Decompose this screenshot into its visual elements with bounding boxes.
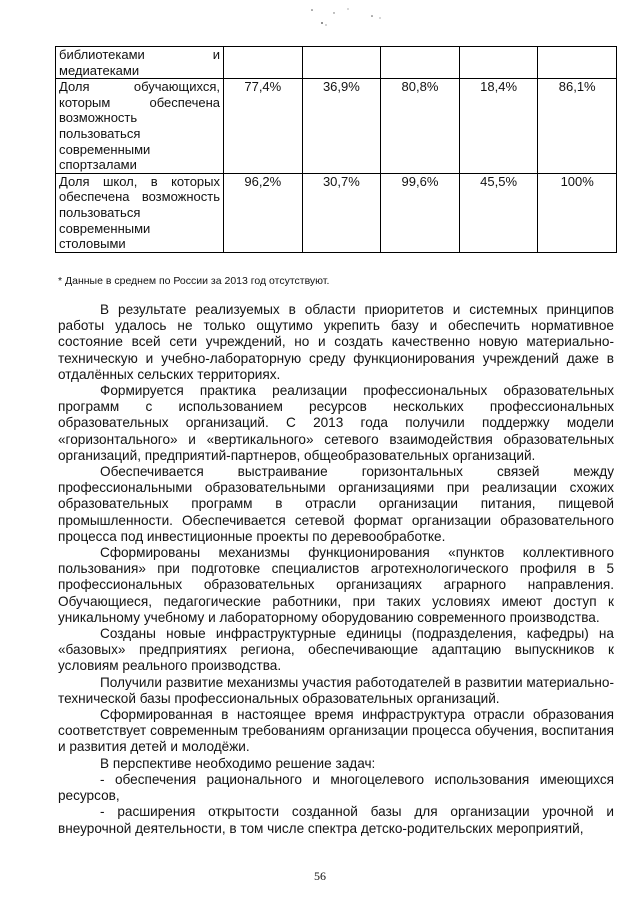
table-cell: 36,9%	[302, 79, 381, 174]
paragraph: Обеспечивается выстраивание горизонтальных связей между профессиональными образовательными организациями при реализации схожих образовательных программ в отрасли организации питания, пищевой промышленности. Обеспечивается сетевой формат организации образовательного процесса под инвестиционные проекты по деревообработке.	[58, 464, 614, 544]
table-row-label: Доля школ, в которых обеспечена возможность пользоваться современными столовыми	[56, 173, 224, 252]
paragraph: В результате реализуемых в области приоритетов и системных принципов работы удалось не только ощутимо укрепить базу и обеспечить нормативное состояние всей сети учреждений, но и создать качественно новую материально-техническую и учебно-лабораторную среду функционирования учреждений даже в отдалённых сельских территориях.	[58, 302, 614, 382]
table-row-label: библиотеками и медиатеками	[56, 47, 224, 79]
table-row	[56, 173, 617, 252]
page-number: 56	[314, 869, 326, 883]
table-cell: 18,4%	[459, 79, 538, 174]
table-footnote: * Данные в среднем по России за 2013 год отсутствуют.	[58, 275, 330, 287]
table-cell: 80,8%	[381, 79, 460, 174]
paragraph: Сформированная в настоящее время инфраструктура отрасли образования соответствует современным требованиям организации процесса обучения, воспитания и развития детей и молодёжи.	[58, 707, 614, 755]
indicator-table	[55, 46, 617, 253]
table-cell	[302, 47, 381, 79]
body-text	[58, 302, 614, 837]
table-cell	[459, 47, 538, 79]
table-cell: 45,5%	[459, 173, 538, 252]
table-cell	[381, 47, 460, 79]
table-cell: 30,7%	[302, 173, 381, 252]
scan-specks	[300, 4, 400, 28]
table-cell: 99,6%	[381, 173, 460, 252]
paragraph: Сформированы механизмы функционирования «пунктов коллективного пользования» при подготовке специалистов агротехнологического профиля в 5 профессиональных образовательных организациях аграрного направления. Обучающиеся, педагогические работники, при таких условиях имеют доступ к уникальному учебному и лабораторному оборудованию современного производства.	[58, 545, 614, 625]
table-row-label: Доля обучающихся, которым обеспечена возможность пользоваться современными спортзалами	[56, 79, 224, 174]
list-item: - обеспечения рационального и многоцелевого использования имеющихся ресурсов,	[58, 771, 614, 804]
table-cell	[224, 47, 303, 79]
table-cell: 100%	[538, 173, 617, 252]
table-row	[56, 79, 617, 174]
table-row	[56, 47, 617, 79]
paragraph: Формируется практика реализации профессиональных образовательных программ с использованием ресурсов нескольких профессиональных образовательных организаций. С 2013 года получили поддержку модели «горизонтального» и «вертикального» сетевого взаимодействия образовательных организаций, предприятий-партнеров, общеобразовательных организаций.	[58, 383, 614, 463]
paragraph: В перспективе необходимо решение задач:	[100, 755, 376, 771]
paragraph: Созданы новые инфраструктурные единицы (подразделения, кафедры) на «базовых» предприятиях региона, обеспечивающие адаптацию выпускников к условиям реального производства.	[58, 626, 614, 674]
table-cell: 77,4%	[224, 79, 303, 174]
table-cell	[538, 47, 617, 79]
table-cell: 86,1%	[538, 79, 617, 174]
table-cell: 96,2%	[224, 173, 303, 252]
list-item: - расширения открытости созданной базы для организации урочной и внеурочной деятельности, в том числе спектра детско-родительских мероприятий,	[58, 804, 614, 836]
paragraph: Получили развитие механизмы участия работодателей в развитии материально-технической базы профессиональных образовательных организаций.	[58, 674, 614, 706]
